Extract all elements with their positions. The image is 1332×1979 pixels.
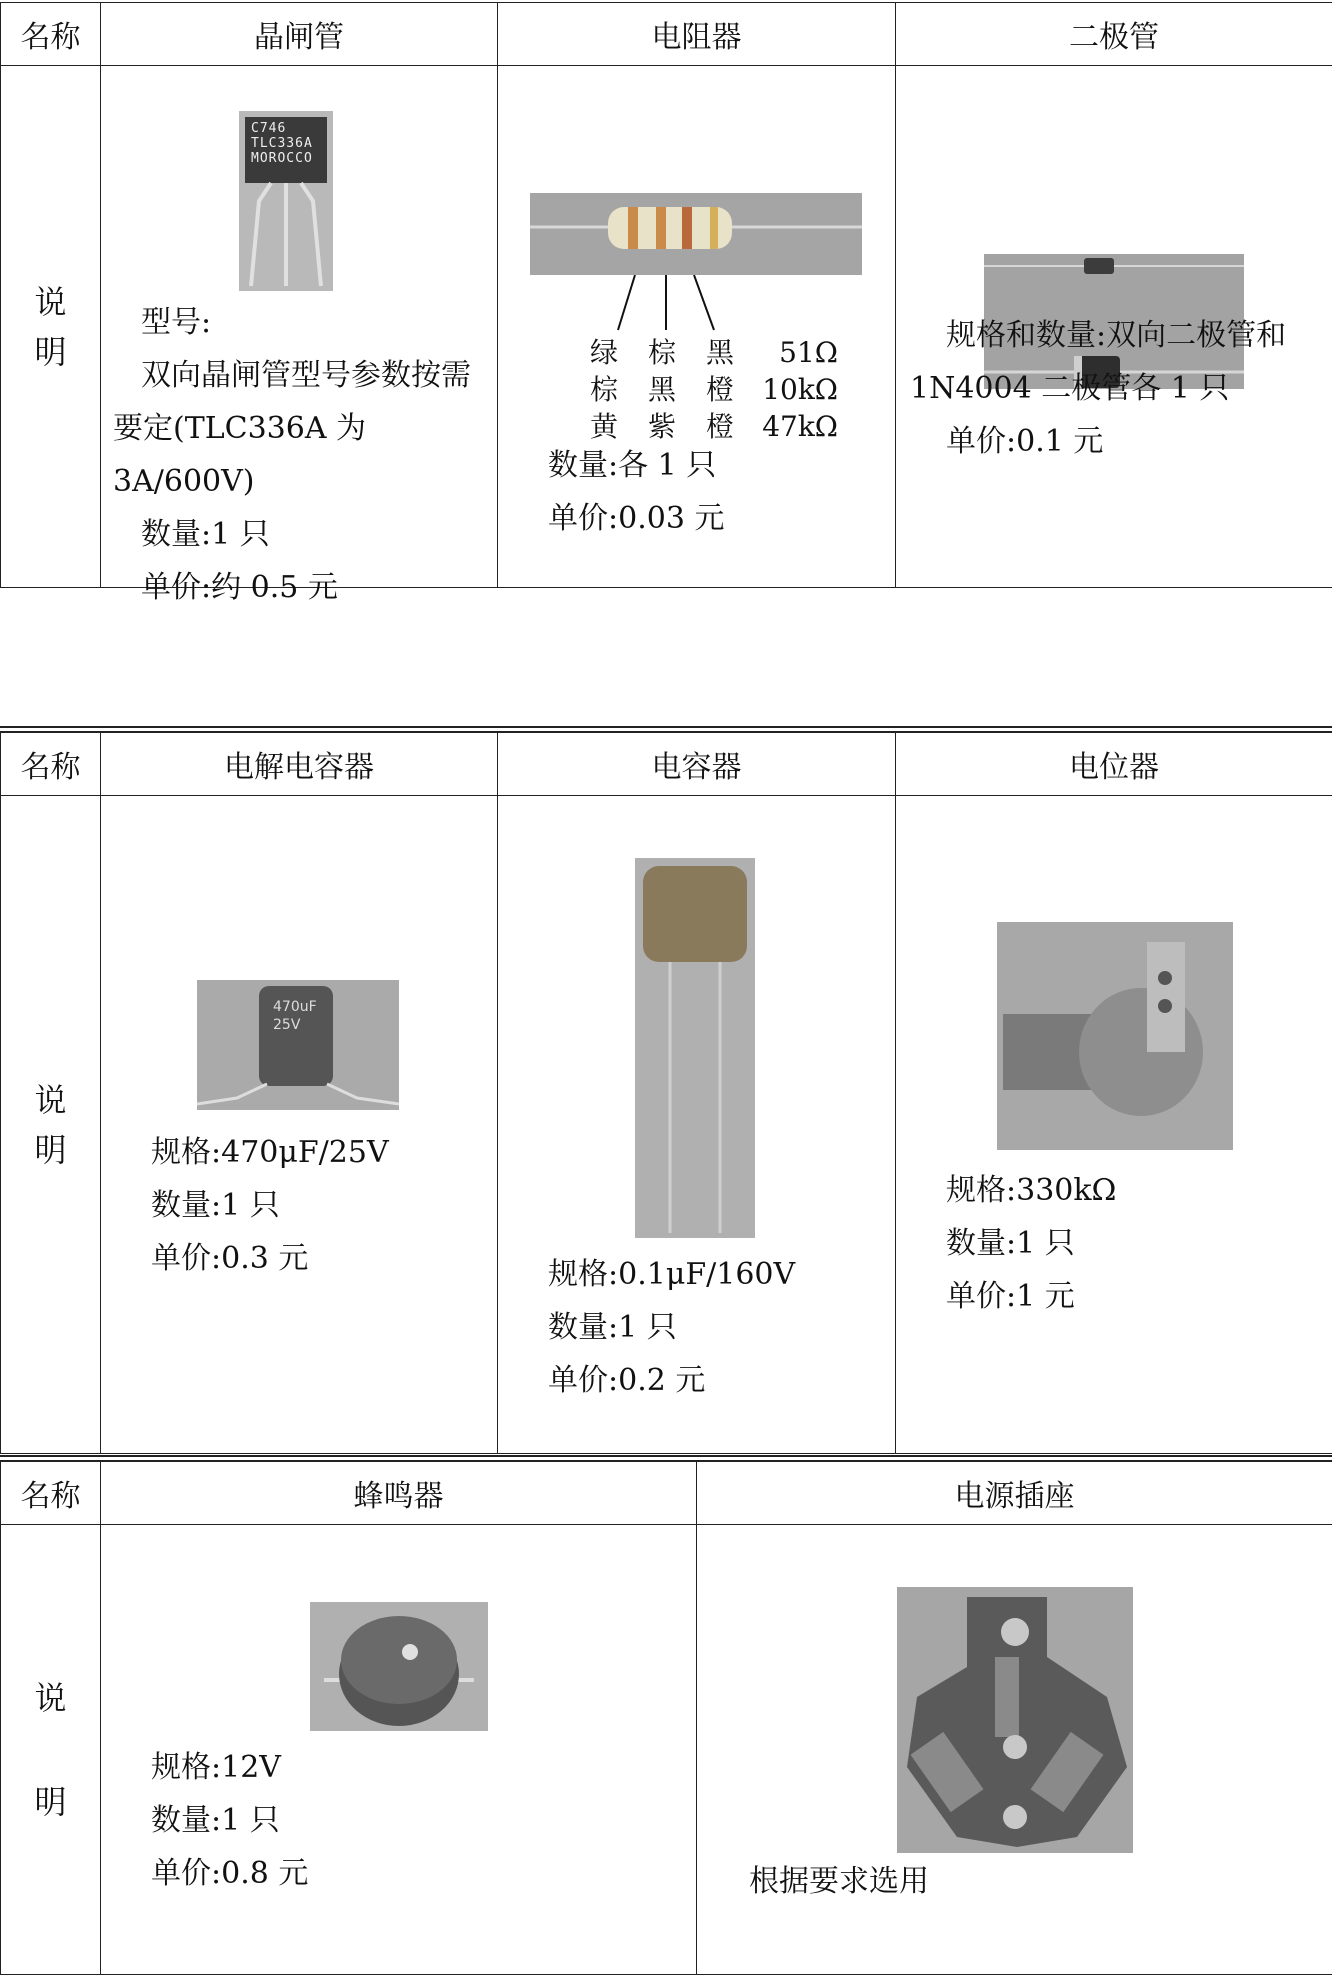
band-3: 黑 xyxy=(706,336,735,369)
thyristor-quantity: 数量:1 只 xyxy=(141,517,270,552)
diode-spec: 规格和数量:双向二极管和 1N4004 二极管各 1 只 xyxy=(910,318,1287,406)
diode-text xyxy=(910,309,1320,468)
buzzer-photo xyxy=(310,1602,488,1731)
potentiometer-cell xyxy=(896,796,1332,1454)
potentiometer-spec: 规格:330kΩ xyxy=(946,1173,1117,1208)
electrolytic-text xyxy=(151,1126,389,1285)
thyristor-marking-2: TLC336A xyxy=(251,136,313,151)
desc-label xyxy=(1,66,101,588)
resistor-color-row xyxy=(590,371,838,408)
name-buzzer: 蜂鸣器 xyxy=(101,1462,697,1525)
header-label: 名称 xyxy=(1,733,101,796)
buzzer-body-icon xyxy=(310,1602,488,1731)
socket-text xyxy=(749,1855,929,1908)
potentiometer-photo xyxy=(997,922,1233,1150)
capacitor-photo xyxy=(635,858,755,1238)
electrolytic-photo xyxy=(197,980,399,1110)
name-potentiometer: 电位器 xyxy=(896,733,1332,796)
electrolytic-cell xyxy=(101,796,498,1454)
electrolytic-price: 单价:0.3 元 xyxy=(151,1241,309,1276)
desc-label-text: 说明 xyxy=(34,1080,67,1169)
buzzer-quantity: 数量:1 只 xyxy=(151,1803,280,1838)
buzzer-cell xyxy=(101,1525,697,1975)
socket-cell xyxy=(697,1525,1332,1975)
thyristor-marking-3: MOROCCO xyxy=(251,151,313,166)
band-3: 橙 xyxy=(706,373,735,406)
potentiometer-body-icon xyxy=(997,922,1233,1150)
thyristor-model-desc: 双向晶闸管型号参数按需要定(TLC336A 为 3A/600V) xyxy=(113,358,471,499)
thyristor-model-label: 型号: xyxy=(141,305,212,340)
buzzer-text xyxy=(151,1741,308,1900)
resistor-body-icon xyxy=(530,193,862,275)
desc-label-text: 说明 xyxy=(34,1678,67,1821)
band-1: 棕 xyxy=(590,373,619,406)
name-resistor: 电阻器 xyxy=(498,3,896,66)
potentiometer-price: 单价:1 元 xyxy=(946,1279,1075,1314)
resistor-cell xyxy=(498,66,896,588)
electrolytic-spec: 规格:470μF/25V xyxy=(151,1135,389,1170)
header-label: 名称 xyxy=(1,3,101,66)
resistor-photo xyxy=(530,193,862,275)
socket-photo xyxy=(897,1587,1133,1853)
thyristor-cell xyxy=(101,66,498,605)
resistor-price: 单价:0.03 元 xyxy=(548,501,725,536)
section-1-table xyxy=(0,2,1332,605)
name-diode: 二极管 xyxy=(896,3,1332,66)
thyristor-marking-1: C746 xyxy=(251,121,287,136)
band-2: 棕 xyxy=(648,336,677,369)
resistance-value: 47kΩ xyxy=(762,410,838,443)
resistor-pointer-lines-icon xyxy=(498,275,896,335)
potentiometer-quantity: 数量:1 只 xyxy=(946,1226,1075,1261)
electrolytic-marking: 470uF 25V xyxy=(273,999,317,1033)
capacitor-cell xyxy=(498,796,896,1454)
buzzer-price: 单价:0.8 元 xyxy=(151,1856,309,1891)
resistor-quantity: 数量:各 1 只 xyxy=(548,448,717,483)
thyristor-leads-icon xyxy=(239,111,333,291)
capacitor-spec: 规格:0.1μF/160V xyxy=(548,1257,796,1292)
desc-label xyxy=(1,1525,101,1975)
section-2-table xyxy=(0,732,1332,1454)
thyristor-text xyxy=(113,296,493,614)
electrolytic-quantity: 数量:1 只 xyxy=(151,1188,280,1223)
socket-note: 根据要求选用 xyxy=(749,1864,929,1899)
name-capacitor: 电容器 xyxy=(498,733,896,796)
resistor-color-row xyxy=(590,334,838,371)
potentiometer-text xyxy=(946,1164,1116,1323)
capacitor-leads-icon xyxy=(635,858,755,1238)
name-thyristor: 晶闸管 xyxy=(101,3,498,66)
band-1: 绿 xyxy=(590,336,619,369)
buzzer-spec: 规格:12V xyxy=(151,1750,281,1785)
desc-label xyxy=(1,796,101,1454)
name-power-socket: 电源插座 xyxy=(697,1462,1332,1525)
thyristor-photo xyxy=(239,111,333,291)
resistor-color-table xyxy=(590,334,838,445)
electrolytic-leads-icon xyxy=(197,980,399,1110)
resistance-value: 51Ω xyxy=(779,336,838,369)
resistor-text xyxy=(548,439,724,545)
band-3: 橙 xyxy=(706,410,735,443)
band-2: 紫 xyxy=(648,410,677,443)
capacitor-price: 单价:0.2 元 xyxy=(548,1363,706,1398)
band-2: 黑 xyxy=(648,373,677,406)
diode-price: 单价:0.1 元 xyxy=(946,424,1104,459)
capacitor-text xyxy=(548,1248,795,1407)
header-label: 名称 xyxy=(1,1462,101,1525)
desc-label-text: 说明 xyxy=(34,282,67,371)
socket-body-icon xyxy=(897,1587,1133,1853)
section-3-table xyxy=(0,1461,1332,1975)
name-electrolytic-capacitor: 电解电容器 xyxy=(101,733,498,796)
band-1: 黄 xyxy=(590,410,619,443)
capacitor-quantity: 数量:1 只 xyxy=(548,1310,677,1345)
thyristor-price: 单价:约 0.5 元 xyxy=(141,570,338,605)
resistance-value: 10kΩ xyxy=(762,373,838,406)
